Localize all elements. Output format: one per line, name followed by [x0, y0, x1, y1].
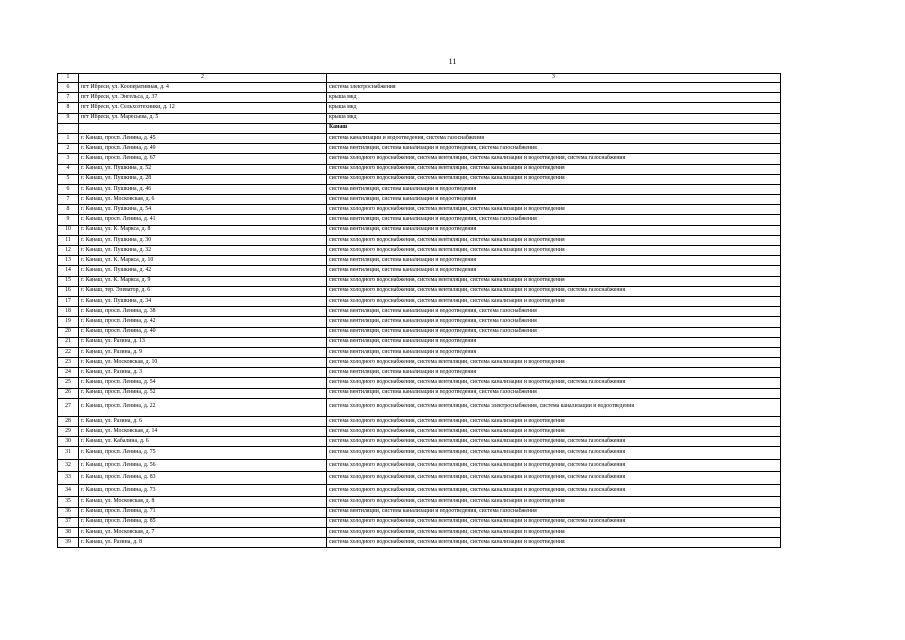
table-row: [58, 347, 781, 357]
table-row: [58, 215, 781, 225]
row-number: 2: [58, 144, 79, 154]
table-row: [58, 427, 781, 437]
row-number: 33: [58, 472, 79, 485]
table-row: [58, 195, 781, 205]
address-cell: г. Канаш, ул. Московская, д. 7: [79, 527, 327, 537]
systems-cell: система вентиляции, система канализации и водоотведения, система газоснабжения: [327, 307, 781, 317]
address-cell: г. Канаш, ул. Разина, д. 3: [79, 368, 327, 378]
table-row: [58, 205, 781, 215]
table-row: [58, 527, 781, 537]
buildings-table: [57, 73, 781, 548]
row-number: 22: [58, 347, 79, 357]
systems-cell: система холодного водоснабжения, система вентиляции, система канализации и водоотведения, система газоснабжения: [327, 472, 781, 485]
systems-cell: система холодного водоснабжения, система вентиляции, система канализации и водоотведения: [327, 527, 781, 537]
systems-cell: система холодного водоснабжения, система вентиляции, система канализации и водоотведения, система газоснабжения: [327, 484, 781, 497]
address-cell: г. Канаш, ул. К. Маркса, д. 9: [79, 276, 327, 286]
address-cell: г. Канаш, ул. Московская, д. 14: [79, 427, 327, 437]
table-row: [58, 517, 781, 527]
row-number: 39: [58, 538, 79, 548]
table-row: [58, 378, 781, 388]
row-number: 5: [58, 174, 79, 184]
systems-cell: система вентиляции, система канализации и водоотведения, система газоснабжения: [327, 317, 781, 327]
section-empty-cell: [79, 123, 327, 133]
address-cell: г. Канаш, тер. Элеватор, д. 6: [79, 286, 327, 296]
systems-cell: система холодного водоснабжения, система вентиляции, система канализации и водоотведения: [327, 416, 781, 426]
table-row: [58, 447, 781, 460]
address-cell: г. Канаш, ул. Пушкина, д. 28: [79, 174, 327, 184]
address-cell: г. Канаш, ул. Московская, д. 8: [79, 497, 327, 507]
section-title: Канаш: [327, 123, 781, 133]
table-row: [58, 266, 781, 276]
systems-cell: система холодного водоснабжения, система вентиляции, система канализации и водоотведения, система газоснабжения: [327, 517, 781, 527]
row-number: 8: [58, 103, 79, 113]
systems-cell: система холодного водоснабжения, система вентиляции, система канализации и водоотведения: [327, 174, 781, 184]
row-number: 3: [58, 154, 79, 164]
table-row: [58, 113, 781, 123]
systems-cell: система холодного водоснабжения, система вентиляции, система канализации и водоотведения, система газоснабжения: [327, 447, 781, 460]
address-cell: пгт Ибреси, ул. Сельхозтехники, д. 12: [79, 103, 327, 113]
systems-cell: система вентиляции, система канализации и водоотведения, система газоснабжения: [327, 327, 781, 337]
address-cell: г. Канаш, просп. Ленина, д. 73: [79, 484, 327, 497]
table-row: [58, 184, 781, 194]
row-number: 28: [58, 416, 79, 426]
row-number: 31: [58, 447, 79, 460]
address-cell: г. Канаш, просп. Ленина, д. 38: [79, 307, 327, 317]
table-row: [58, 327, 781, 337]
table-row: [58, 472, 781, 485]
table-row: [58, 317, 781, 327]
row-number: 20: [58, 327, 79, 337]
systems-cell: система вентиляции, система канализации и водоотведения: [327, 337, 781, 347]
systems-cell: система холодного водоснабжения, система вентиляции, система канализации и водоотведения: [327, 497, 781, 507]
section-row: [58, 123, 781, 133]
address-cell: г. Канаш, просп. Ленина, д. 45: [79, 133, 327, 143]
table-row: [58, 337, 781, 347]
systems-cell: система холодного водоснабжения, система вентиляции, система канализации и водоотведения, система газоснабжения: [327, 437, 781, 447]
row-number: 37: [58, 517, 79, 527]
systems-cell: система холодного водоснабжения, система вентиляции, система канализации и водоотведения: [327, 276, 781, 286]
row-number: 35: [58, 497, 79, 507]
systems-cell: система вентиляции, система канализации и водоотведения, система газоснабжения: [327, 507, 781, 517]
table-row: [58, 235, 781, 245]
table-row: [58, 93, 781, 103]
systems-cell: система вентиляции, система канализации и водоотведения: [327, 184, 781, 194]
column-number: 3: [327, 74, 781, 83]
address-cell: г. Канаш, ул. Пушкина, д. 32: [79, 246, 327, 256]
systems-cell: система холодного водоснабжения, система вентиляции, система канализации и водоотведения, система газоснабжения: [327, 154, 781, 164]
row-number: 9: [58, 215, 79, 225]
table-row: [58, 286, 781, 296]
address-cell: г. Канаш, просп. Ленина, д. 85: [79, 517, 327, 527]
systems-cell: система холодного водоснабжения, система вентиляции, система канализации и водоотведения: [327, 164, 781, 174]
row-number: 36: [58, 507, 79, 517]
table-row: [58, 133, 781, 143]
table-row: [58, 416, 781, 426]
systems-cell: система холодного водоснабжения, система вентиляции, система канализации и водоотведения: [327, 538, 781, 548]
table-row: [58, 103, 781, 113]
address-cell: пгт Ибреси, ул. Маресьева, д. 5: [79, 113, 327, 123]
row-number: 38: [58, 527, 79, 537]
table-row: [58, 296, 781, 306]
row-number: 24: [58, 368, 79, 378]
table-row: [58, 225, 781, 235]
row-number: 17: [58, 296, 79, 306]
systems-cell: система холодного водоснабжения, система вентиляции, система канализации и водоотведения: [327, 246, 781, 256]
systems-cell: система холодного водоснабжения, система вентиляции, система канализации и водоотведения: [327, 358, 781, 368]
table-row: [58, 437, 781, 447]
row-number: 32: [58, 459, 79, 472]
address-cell: г. Канаш, просп. Ленина, д. 83: [79, 472, 327, 485]
table-row: [58, 388, 781, 398]
systems-cell: система вентиляции, система канализации и водоотведения: [327, 195, 781, 205]
address-cell: г. Канаш, просп. Ленина, д. 49: [79, 144, 327, 154]
column-number: 1: [58, 74, 79, 83]
row-number: 15: [58, 276, 79, 286]
systems-cell: система холодного водоснабжения, система вентиляции, система электроснабжения, система канализации и водоотведения: [327, 398, 781, 416]
table-row: [58, 507, 781, 517]
row-number: 7: [58, 195, 79, 205]
table-row: [58, 154, 781, 164]
table-row: [58, 276, 781, 286]
table-row: [58, 307, 781, 317]
table-body: [58, 74, 781, 548]
row-number: 18: [58, 307, 79, 317]
systems-cell: система холодного водоснабжения, система вентиляции, система канализации и водоотведения, система газоснабжения: [327, 378, 781, 388]
row-number: 4: [58, 164, 79, 174]
address-cell: пгт Ибреси, ул. Энгельса, д. 37: [79, 93, 327, 103]
row-number: 27: [58, 398, 79, 416]
address-cell: г. Канаш, просп. Ленина, д. 22: [79, 398, 327, 416]
section-empty-cell: [58, 123, 79, 133]
address-cell: г. Канаш, ул. К. Маркса, д. 10: [79, 256, 327, 266]
address-cell: г. Канаш, просп. Ленина, д. 56: [79, 459, 327, 472]
systems-cell: система вентиляции, система канализации и водоотведения: [327, 347, 781, 357]
row-number: 16: [58, 286, 79, 296]
row-number: 25: [58, 378, 79, 388]
address-cell: г. Канаш, ул. Пушкина, д. 42: [79, 266, 327, 276]
row-number: 13: [58, 256, 79, 266]
row-number: 8: [58, 205, 79, 215]
row-number: 6: [58, 83, 79, 93]
systems-cell: система вентиляции, система канализации и водоотведения: [327, 225, 781, 235]
table-row: [58, 83, 781, 93]
table-row: [58, 144, 781, 154]
address-cell: г. Канаш, ул. Пушкина, д. 52: [79, 164, 327, 174]
address-cell: г. Канаш, просп. Ленина, д. 52: [79, 388, 327, 398]
column-number-row: [58, 74, 781, 83]
systems-cell: система электроснабжения: [327, 83, 781, 93]
address-cell: г. Канаш, просп. Ленина, д. 41: [79, 215, 327, 225]
row-number: 1: [58, 133, 79, 143]
systems-cell: система холодного водоснабжения, система вентиляции, система канализации и водоотведения: [327, 427, 781, 437]
row-number: 19: [58, 317, 79, 327]
systems-cell: система вентиляции, система канализации и водоотведения: [327, 266, 781, 276]
systems-cell: система холодного водоснабжения, система вентиляции, система канализации и водоотведения: [327, 235, 781, 245]
row-number: 14: [58, 266, 79, 276]
address-cell: г. Канаш, просп. Ленина, д. 40: [79, 327, 327, 337]
systems-cell: система холодного водоснабжения, система вентиляции, система канализации и водоотведения, система газоснабжения: [327, 286, 781, 296]
address-cell: г. Канаш, ул. Разина, д. 13: [79, 337, 327, 347]
row-number: 23: [58, 358, 79, 368]
address-cell: г. Канаш, ул. Московская, д. 10: [79, 358, 327, 368]
address-cell: г. Канаш, ул. Разина, д. 8: [79, 538, 327, 548]
systems-cell: система холодного водоснабжения, система вентиляции, система канализации и водоотведения, система газоснабжения: [327, 459, 781, 472]
row-number: 21: [58, 337, 79, 347]
table-row: [58, 538, 781, 548]
systems-cell: система вентиляции, система канализации и водоотведения, система газоснабжения: [327, 388, 781, 398]
address-cell: г. Канаш, просп. Ленина, д. 54: [79, 378, 327, 388]
systems-cell: система вентиляции, система канализации и водоотведения, система газоснабжения: [327, 144, 781, 154]
systems-cell: система холодного водоснабжения, система вентиляции, система канализации и водоотведения: [327, 205, 781, 215]
systems-cell: система вентиляции, система канализации и водоотведения: [327, 368, 781, 378]
address-cell: г. Канаш, просп. Ленина, д. 67: [79, 154, 327, 164]
address-cell: г. Канаш, ул. Кабалина, д. 6: [79, 437, 327, 447]
address-cell: г. Канаш, ул. Пушкина, д. 46: [79, 184, 327, 194]
address-cell: г. Канаш, ул. Пушкина, д. 30: [79, 235, 327, 245]
table-row: [58, 164, 781, 174]
table-row: [58, 174, 781, 184]
address-cell: пгт Ибреси, ул. Кооперативная, д. 4: [79, 83, 327, 93]
table-row: [58, 497, 781, 507]
address-cell: г. Канаш, ул. Разина, д. 9: [79, 347, 327, 357]
table-row: [58, 398, 781, 416]
row-number: 26: [58, 388, 79, 398]
row-number: 7: [58, 93, 79, 103]
table-row: [58, 368, 781, 378]
address-cell: г. Канаш, просп. Ленина, д. 71: [79, 507, 327, 517]
address-cell: г. Канаш, ул. К. Маркса, д. 8: [79, 225, 327, 235]
row-number: 12: [58, 246, 79, 256]
systems-cell: система холодного водоснабжения, система вентиляции, система канализации и водоотведения: [327, 296, 781, 306]
systems-cell: система вентиляции, система канализации и водоотведения: [327, 256, 781, 266]
table-row: [58, 358, 781, 368]
systems-cell: система канализации и водоотведения, система газоснабжения: [327, 133, 781, 143]
address-cell: г. Канаш, ул. Московская, д. 6: [79, 195, 327, 205]
systems-cell: система вентиляции, система канализации и водоотведения, система газоснабжения: [327, 215, 781, 225]
address-cell: г. Канаш, просп. Ленина, д. 42: [79, 317, 327, 327]
row-number: 10: [58, 225, 79, 235]
address-cell: г. Канаш, ул. Разина, д. 6: [79, 416, 327, 426]
systems-cell: крыша мкд: [327, 93, 781, 103]
row-number: 11: [58, 235, 79, 245]
systems-cell: крыша мкд: [327, 113, 781, 123]
table-row: [58, 484, 781, 497]
address-cell: г. Канаш, ул. Пушкина, д. 34: [79, 296, 327, 306]
systems-cell: крыша мкд: [327, 103, 781, 113]
row-number: 6: [58, 184, 79, 194]
row-number: 29: [58, 427, 79, 437]
table-row: [58, 246, 781, 256]
table-row: [58, 459, 781, 472]
page-number: 11: [448, 57, 457, 66]
row-number: 9: [58, 113, 79, 123]
row-number: 34: [58, 484, 79, 497]
row-number: 30: [58, 437, 79, 447]
address-cell: г. Канаш, просп. Ленина, д. 75: [79, 447, 327, 460]
column-number: 2: [79, 74, 327, 83]
address-cell: г. Канаш, ул. Пушкина, д. 54: [79, 205, 327, 215]
table-row: [58, 256, 781, 266]
